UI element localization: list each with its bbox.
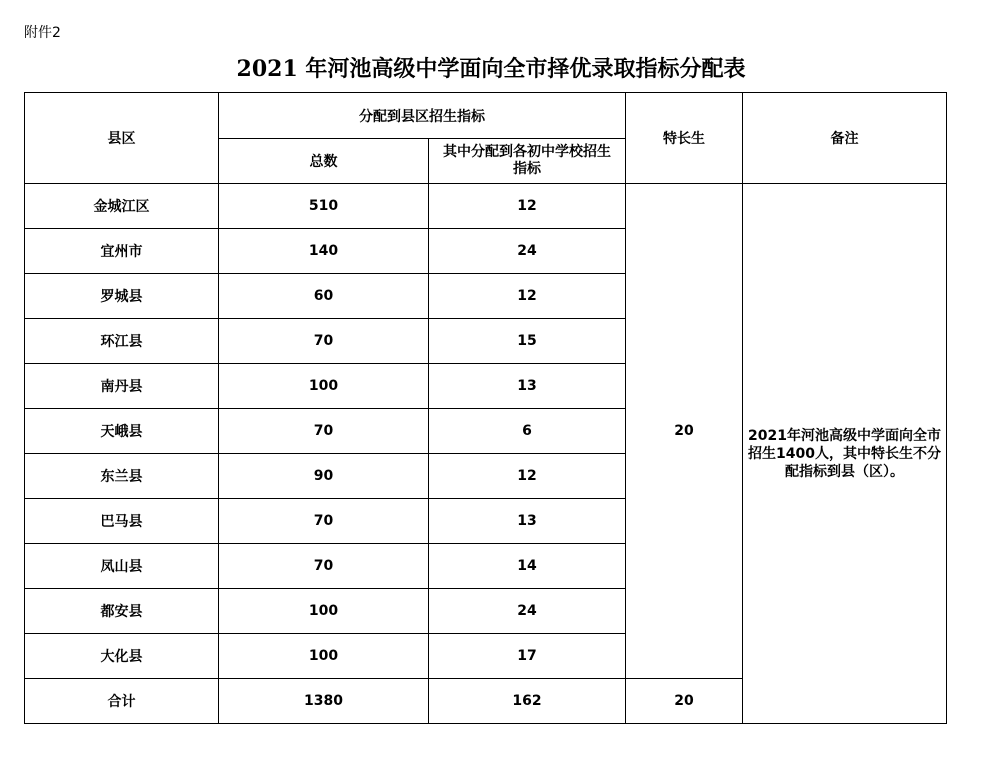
total-cell: 70 [219, 409, 429, 454]
county-cell: 大化县 [25, 634, 219, 679]
attachment-label: 附件2 [24, 25, 61, 41]
header-school-quota-text: 其中分配到各初中学校招生指标 [443, 144, 611, 177]
county-cell: 环江县 [25, 319, 219, 364]
header-allocation-group: 分配到县区招生指标 [219, 93, 626, 139]
totals-school-quota: 162 [429, 679, 626, 724]
school-quota-cell: 24 [429, 229, 626, 274]
county-cell: 罗城县 [25, 274, 219, 319]
total-cell: 100 [219, 634, 429, 679]
school-quota-cell: 14 [429, 544, 626, 589]
total-cell: 100 [219, 364, 429, 409]
school-quota-cell: 13 [429, 364, 626, 409]
county-cell: 天峨县 [25, 409, 219, 454]
total-cell: 140 [219, 229, 429, 274]
header-specialty: 特长生 [626, 93, 743, 184]
county-cell: 凤山县 [25, 544, 219, 589]
totals-specialty: 20 [626, 679, 743, 724]
school-quota-cell: 12 [429, 454, 626, 499]
school-quota-cell: 13 [429, 499, 626, 544]
total-cell: 90 [219, 454, 429, 499]
school-quota-cell: 6 [429, 409, 626, 454]
total-cell: 100 [219, 589, 429, 634]
total-cell: 70 [219, 544, 429, 589]
county-cell: 东兰县 [25, 454, 219, 499]
school-quota-cell: 12 [429, 184, 626, 229]
total-cell: 60 [219, 274, 429, 319]
school-quota-cell: 17 [429, 634, 626, 679]
table-row [25, 184, 947, 229]
header-county: 县区 [25, 93, 219, 184]
school-quota-cell: 12 [429, 274, 626, 319]
header-remark: 备注 [743, 93, 947, 184]
county-cell: 巴马县 [25, 499, 219, 544]
remark-cell: 2021年河池高级中学面向全市招生1400人，其中特长生不分配指标到县（区）。 [743, 184, 947, 724]
total-cell: 70 [219, 499, 429, 544]
totals-total: 1380 [219, 679, 429, 724]
county-cell: 宜州市 [25, 229, 219, 274]
header-total: 总数 [219, 139, 429, 184]
county-cell: 都安县 [25, 589, 219, 634]
total-cell: 70 [219, 319, 429, 364]
school-quota-cell: 24 [429, 589, 626, 634]
school-quota-cell: 15 [429, 319, 626, 364]
header-school-quota [429, 139, 626, 184]
totals-label: 合计 [25, 679, 219, 724]
specialty-merged-cell: 20 [626, 184, 743, 679]
total-cell: 510 [219, 184, 429, 229]
county-cell: 南丹县 [25, 364, 219, 409]
county-cell: 金城江区 [25, 184, 219, 229]
document-title: 2021 年河池高级中学面向全市择优录取指标分配表 [236, 56, 746, 82]
allocation-table [24, 92, 947, 724]
